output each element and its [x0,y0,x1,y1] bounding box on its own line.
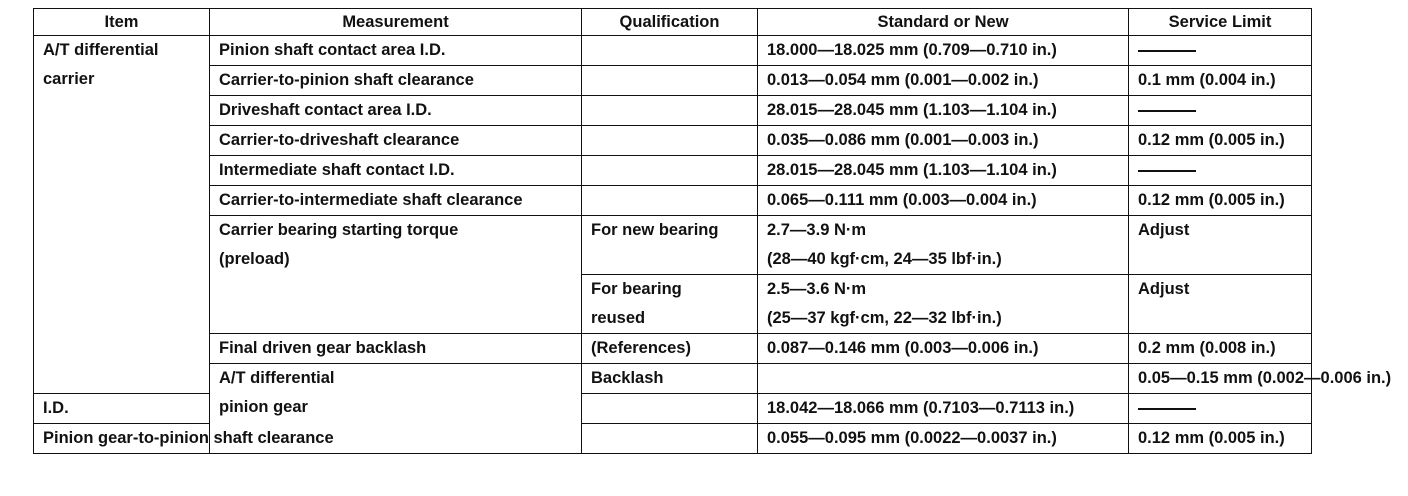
standard-cell: 0.065—0.111 mm (0.003—0.004 in.) [758,186,1129,216]
qualification-cell [758,364,1129,394]
header-qualification: Qualification [582,9,758,36]
limit-cell: Adjust [1129,216,1312,275]
qualification-cell [582,424,758,454]
qualification-label: For new bearing [591,221,719,239]
standard-value: (28—40 kgf·cm, 24—35 lbf·in.) [767,250,1002,268]
qualification-cell [582,96,758,126]
standard-cell: 0.05—0.15 mm (0.002—0.006 in.) [1129,364,1312,394]
table-row [34,66,1312,96]
limit-cell-none [1129,394,1312,424]
limit-cell: 0.12 mm (0.005 in.) [1129,126,1312,156]
measurement-cell: Final driven gear backlash [210,334,582,364]
measurement-label: Carrier bearing starting torque [219,221,459,239]
measurement-label: (preload) [219,250,290,268]
table-row [34,126,1312,156]
limit-cell: 0.12 mm (0.005 in.) [1129,186,1312,216]
measurement-cell: Pinion shaft contact area I.D. [210,36,582,66]
limit-cell-none [1129,36,1312,66]
no-limit-dash [1138,170,1196,172]
header-measurement: Measurement [210,9,582,36]
standard-cell: 18.000—18.025 mm (0.709—0.710 in.) [758,36,1129,66]
standard-cell: 0.087—0.146 mm (0.003—0.006 in.) [758,334,1129,364]
qualification-cell [582,186,758,216]
limit-cell: Adjust [1129,275,1312,334]
qualification-cell [582,156,758,186]
limit-cell: 0.1 mm (0.004 in.) [1129,66,1312,96]
qualification-label: For bearing [591,280,682,298]
no-limit-dash [1138,408,1196,410]
table-row [34,334,1312,364]
limit-cell: 0.12 mm (0.005 in.) [1129,424,1312,454]
service-spec-table [33,8,1392,454]
measurement-cell: Carrier-to-pinion shaft clearance [210,66,582,96]
qualification-cell [582,275,758,334]
limit-cell-none [1129,156,1312,186]
measurement-cell: Driveshaft contact area I.D. [210,96,582,126]
limit-cell: 0.2 mm (0.008 in.) [1129,334,1312,364]
measurement-cell-preload [210,216,582,334]
standard-cell: 18.042—18.066 mm (0.7103—0.7113 in.) [758,394,1129,424]
table-row [34,364,1312,394]
standard-cell: 0.013—0.054 mm (0.001—0.002 in.) [758,66,1129,96]
qualification-cell [582,66,758,96]
header-item: Item [34,9,210,36]
qualification-cell: (References) [582,334,758,364]
measurement-cell: Carrier-to-intermediate shaft clearance [210,186,582,216]
item-label: pinion gear [219,398,308,416]
table-row [34,216,1312,275]
no-limit-dash [1138,110,1196,112]
measurement-cell: Carrier-to-driveshaft clearance [210,126,582,156]
standard-cell [758,216,1129,275]
standard-cell: 0.055—0.095 mm (0.0022—0.0037 in.) [758,424,1129,454]
item-cell-carrier [34,36,210,394]
standard-cell [758,275,1129,334]
standard-cell: 28.015—28.045 mm (1.103—1.104 in.) [758,96,1129,126]
standard-cell: 0.035—0.086 mm (0.001—0.003 in.) [758,126,1129,156]
header-service-limit: Service Limit [1129,9,1312,36]
qualification-label: reused [591,309,646,327]
item-label: A/T differential [219,369,335,387]
table-row [34,96,1312,126]
no-limit-dash [1138,50,1196,52]
standard-value: 2.7—3.9 N·m [767,221,867,239]
item-label: carrier [43,70,95,88]
limit-cell-none [1129,96,1312,126]
measurement-cell: Intermediate shaft contact I.D. [210,156,582,186]
measurement-cell: I.D. [34,394,210,424]
qualification-cell [582,216,758,275]
qualification-cell [582,126,758,156]
table-row [34,36,1312,66]
qualification-cell [582,36,758,66]
measurement-cell: Backlash [582,364,758,394]
header-row [34,9,1312,36]
item-label: A/T differential [43,41,159,59]
qualification-cell [582,394,758,424]
standard-value: 2.5—3.6 N·m [767,280,867,298]
standard-cell: 28.015—28.045 mm (1.103—1.104 in.) [758,156,1129,186]
measurement-cell: Pinion gear-to-pinion shaft clearance [34,424,210,454]
header-standard: Standard or New [758,9,1129,36]
table-row [34,186,1312,216]
standard-value: (25—37 kgf·cm, 22—32 lbf·in.) [767,309,1002,327]
table-row [34,156,1312,186]
